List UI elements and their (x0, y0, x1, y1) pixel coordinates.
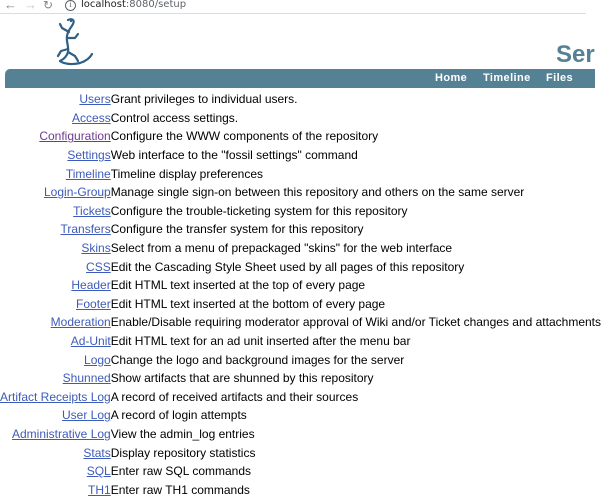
setup-link[interactable]: Artifact Receipts Log (0, 389, 111, 404)
url-path: :8080/setup (125, 0, 187, 10)
setup-description: Change the logo and background images for the server (110, 352, 405, 367)
setup-link[interactable]: Login-Group (44, 185, 111, 200)
setup-link-cell (0, 127, 111, 146)
setup-link[interactable]: Access (72, 110, 111, 125)
setup-link-cell (0, 146, 111, 165)
setup-description: Configure the transfer system for this repository (110, 222, 364, 237)
setup-link[interactable]: Ad-Unit (70, 334, 111, 349)
setup-description: Display repository statistics (110, 445, 256, 460)
setup-description: View the admin_log entries (110, 426, 255, 441)
setup-link-cell (0, 220, 111, 239)
setup-description: Edit the Cascading Style Sheet used by all pages of this repository (110, 259, 465, 274)
setup-link-cell (0, 276, 111, 295)
setup-link-cell (0, 369, 111, 388)
setup-link[interactable]: Shunned (62, 371, 111, 386)
setup-link[interactable]: User Log (62, 408, 111, 423)
setup-link[interactable]: Stats (83, 445, 111, 460)
setup-description: Manage single sign-on between this repository and others on the same server (110, 185, 525, 200)
setup-row (0, 295, 601, 314)
page-title: Ser (556, 41, 595, 68)
setup-row (0, 388, 601, 407)
url-host: localhost (81, 0, 126, 10)
setup-row (0, 220, 601, 239)
setup-link-cell (0, 109, 111, 128)
setup-link-cell (0, 164, 111, 183)
setup-row (0, 239, 601, 258)
setup-link-cell (0, 443, 111, 462)
setup-link[interactable]: Administrative Log (12, 426, 111, 441)
setup-link[interactable]: CSS (86, 259, 111, 274)
setup-link-cell (0, 183, 111, 202)
setup-link[interactable]: Moderation (50, 315, 111, 330)
setup-description: Enter raw SQL commands (110, 464, 252, 479)
setup-row (0, 109, 601, 128)
setup-description: Web interface to the "fossil settings" command (110, 148, 358, 163)
setup-row (0, 406, 601, 425)
setup-row (0, 146, 601, 165)
address-bar[interactable] (81, 0, 186, 11)
setup-link-cell (0, 295, 111, 314)
setup-link-cell (0, 90, 111, 109)
setup-row (0, 443, 601, 462)
setup-description: Configure the trouble-ticketing system for this repository (110, 203, 408, 218)
setup-link-cell (0, 202, 111, 221)
setup-description: Enable/Disable requiring moderator approval of Wiki and/or Ticket changes and attachments (110, 315, 601, 330)
site-info-icon[interactable]: i (65, 0, 76, 11)
setup-description: Edit HTML text inserted at the top of every page (110, 278, 366, 293)
menu-timeline-link[interactable]: Timeline (483, 72, 531, 84)
forward-arrow-icon[interactable]: → (24, 0, 37, 12)
setup-row (0, 462, 601, 481)
setup-description: A record of login attempts (110, 408, 247, 423)
setup-link[interactable]: SQL (86, 464, 111, 479)
setup-row (0, 332, 601, 351)
setup-description: Timeline display preferences (110, 166, 264, 181)
setup-link-cell (0, 239, 111, 258)
setup-link-cell (0, 332, 111, 351)
setup-link[interactable]: Header (71, 278, 111, 293)
menu-files-link[interactable]: Files (546, 72, 574, 84)
setup-row (0, 183, 601, 202)
setup-link-cell (0, 462, 111, 481)
main-menu-bar (5, 69, 595, 88)
setup-link[interactable]: Tickets (73, 203, 111, 218)
setup-row (0, 202, 601, 221)
setup-description: Enter raw TH1 commands (110, 482, 250, 497)
setup-row (0, 276, 601, 295)
setup-link-cell (0, 425, 111, 444)
setup-link[interactable]: Settings (67, 148, 111, 163)
back-arrow-icon[interactable]: ← (4, 0, 17, 12)
setup-link-cell (0, 388, 111, 407)
setup-description: Grant privileges to individual users. (110, 92, 298, 107)
setup-link-cell (0, 257, 111, 276)
setup-row (0, 369, 601, 388)
setup-link-cell (0, 350, 111, 369)
setup-description: Edit HTML text for an ad unit inserted after the menu bar (110, 334, 411, 349)
setup-row (0, 350, 601, 369)
setup-link[interactable]: TH1 (88, 482, 111, 497)
setup-row (0, 257, 601, 276)
setup-link[interactable]: Users (79, 92, 111, 107)
reload-icon[interactable]: ↻ (43, 0, 54, 12)
menu-home-link[interactable]: Home (435, 72, 468, 84)
setup-description: Edit HTML text inserted at the bottom of every page (110, 296, 386, 311)
fossil-logo-icon[interactable] (48, 16, 98, 68)
setup-description: A record of received artifacts and their sources (110, 389, 359, 404)
setup-description: Control access settings. (110, 110, 239, 125)
setup-link[interactable]: Logo (84, 352, 111, 367)
setup-link[interactable]: Transfers (60, 222, 111, 237)
setup-menu-table (0, 90, 601, 499)
setup-description: Configure the WWW components of the repository (110, 129, 379, 144)
setup-link[interactable]: Skins (81, 241, 111, 256)
setup-row (0, 313, 601, 332)
setup-link[interactable]: Configuration (39, 129, 111, 144)
setup-row (0, 425, 601, 444)
setup-link-cell (0, 480, 111, 499)
setup-description: Show artifacts that are shunned by this repository (110, 371, 374, 386)
browser-toolbar (0, 0, 586, 14)
setup-description: Select from a menu of prepackaged "skins" for the web interface (110, 241, 453, 256)
setup-row (0, 164, 601, 183)
setup-link[interactable]: Timeline (65, 166, 111, 181)
setup-link-cell (0, 313, 111, 332)
setup-link[interactable]: Footer (76, 296, 111, 311)
setup-row (0, 90, 601, 109)
setup-link-cell (0, 406, 111, 425)
setup-row (0, 127, 601, 146)
setup-row (0, 480, 601, 499)
